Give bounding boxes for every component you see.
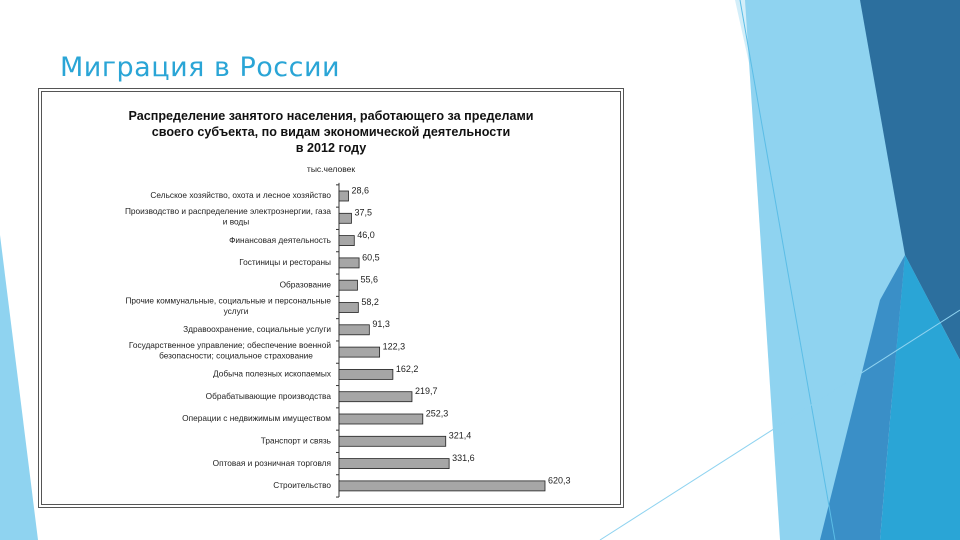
category-label: Добыча полезных ископаемых — [213, 368, 331, 379]
category-label: Строительство — [273, 480, 331, 491]
bar — [339, 258, 359, 268]
bar — [339, 191, 348, 201]
bar — [339, 481, 545, 491]
bar-value-label: 252,3 — [425, 408, 449, 419]
bar-value-label: 58,2 — [361, 296, 379, 307]
bar-value-label: 55,6 — [360, 274, 378, 285]
bar-value-label: 321,4 — [448, 430, 472, 441]
bar — [339, 392, 412, 402]
bar — [339, 369, 393, 379]
bar-value-label: 91,3 — [372, 319, 390, 330]
category-label: Операции с недвижимым имуществом — [182, 413, 331, 424]
category-label: Обрабатывающие производства — [205, 390, 331, 401]
bar — [339, 236, 354, 246]
category-label: Прочие коммунальные, социальные и персональные — [125, 295, 331, 306]
bar-value-label: 162,2 — [395, 363, 419, 374]
category-label: Образование — [279, 279, 331, 290]
category-label: Здравоохранение, социальные услуги — [183, 323, 331, 334]
bar — [339, 303, 358, 313]
chart-title-line: своего субъекта, по видам экономической деятельности — [151, 125, 511, 139]
category-label: Транспорт и связь — [260, 435, 331, 446]
category-label: безопасности; социальное страхование — [159, 350, 313, 361]
bar — [339, 280, 357, 290]
bar — [339, 414, 423, 424]
bar-value-label: 219,7 — [414, 386, 438, 397]
bar-value-label: 122,3 — [382, 341, 406, 352]
category-label: Производство и распределение электроэнергии, газа — [124, 206, 331, 217]
category-label: и воды — [222, 216, 250, 227]
bar-value-label: 331,6 — [452, 452, 475, 463]
bar — [339, 347, 380, 357]
bar-chart — [42, 92, 620, 504]
slide-title: Миграция в России — [60, 52, 341, 83]
bar-value-label: 60,5 — [362, 252, 380, 263]
chart-title-line: в 2012 году — [295, 141, 367, 155]
chart-title-line: Распределение занятого населения, работающего за пределами — [128, 109, 534, 123]
category-label: Гостиницы и рестораны — [239, 257, 331, 268]
bar — [339, 325, 369, 335]
category-label: Государственное управление; обеспечение военной — [128, 340, 331, 351]
bar — [339, 459, 449, 469]
bar-value-label: 620,3 — [548, 475, 571, 486]
chart-frame — [41, 91, 621, 505]
category-label: Оптовая и розничная торговля — [212, 457, 331, 468]
chart-unit-label: тыс.человек — [306, 164, 356, 174]
deco-shape-left-strip — [0, 235, 38, 540]
category-label: услуги — [223, 305, 249, 316]
bar-value-label: 37,5 — [354, 207, 372, 218]
bar — [339, 436, 446, 446]
category-label: Сельское хозяйство, охота и лесное хозяйство — [150, 190, 331, 201]
bar — [339, 213, 351, 223]
bar-value-label: 28,6 — [351, 185, 370, 196]
category-label: Финансовая деятельность — [229, 234, 331, 245]
bar-value-label: 46,0 — [357, 229, 375, 240]
